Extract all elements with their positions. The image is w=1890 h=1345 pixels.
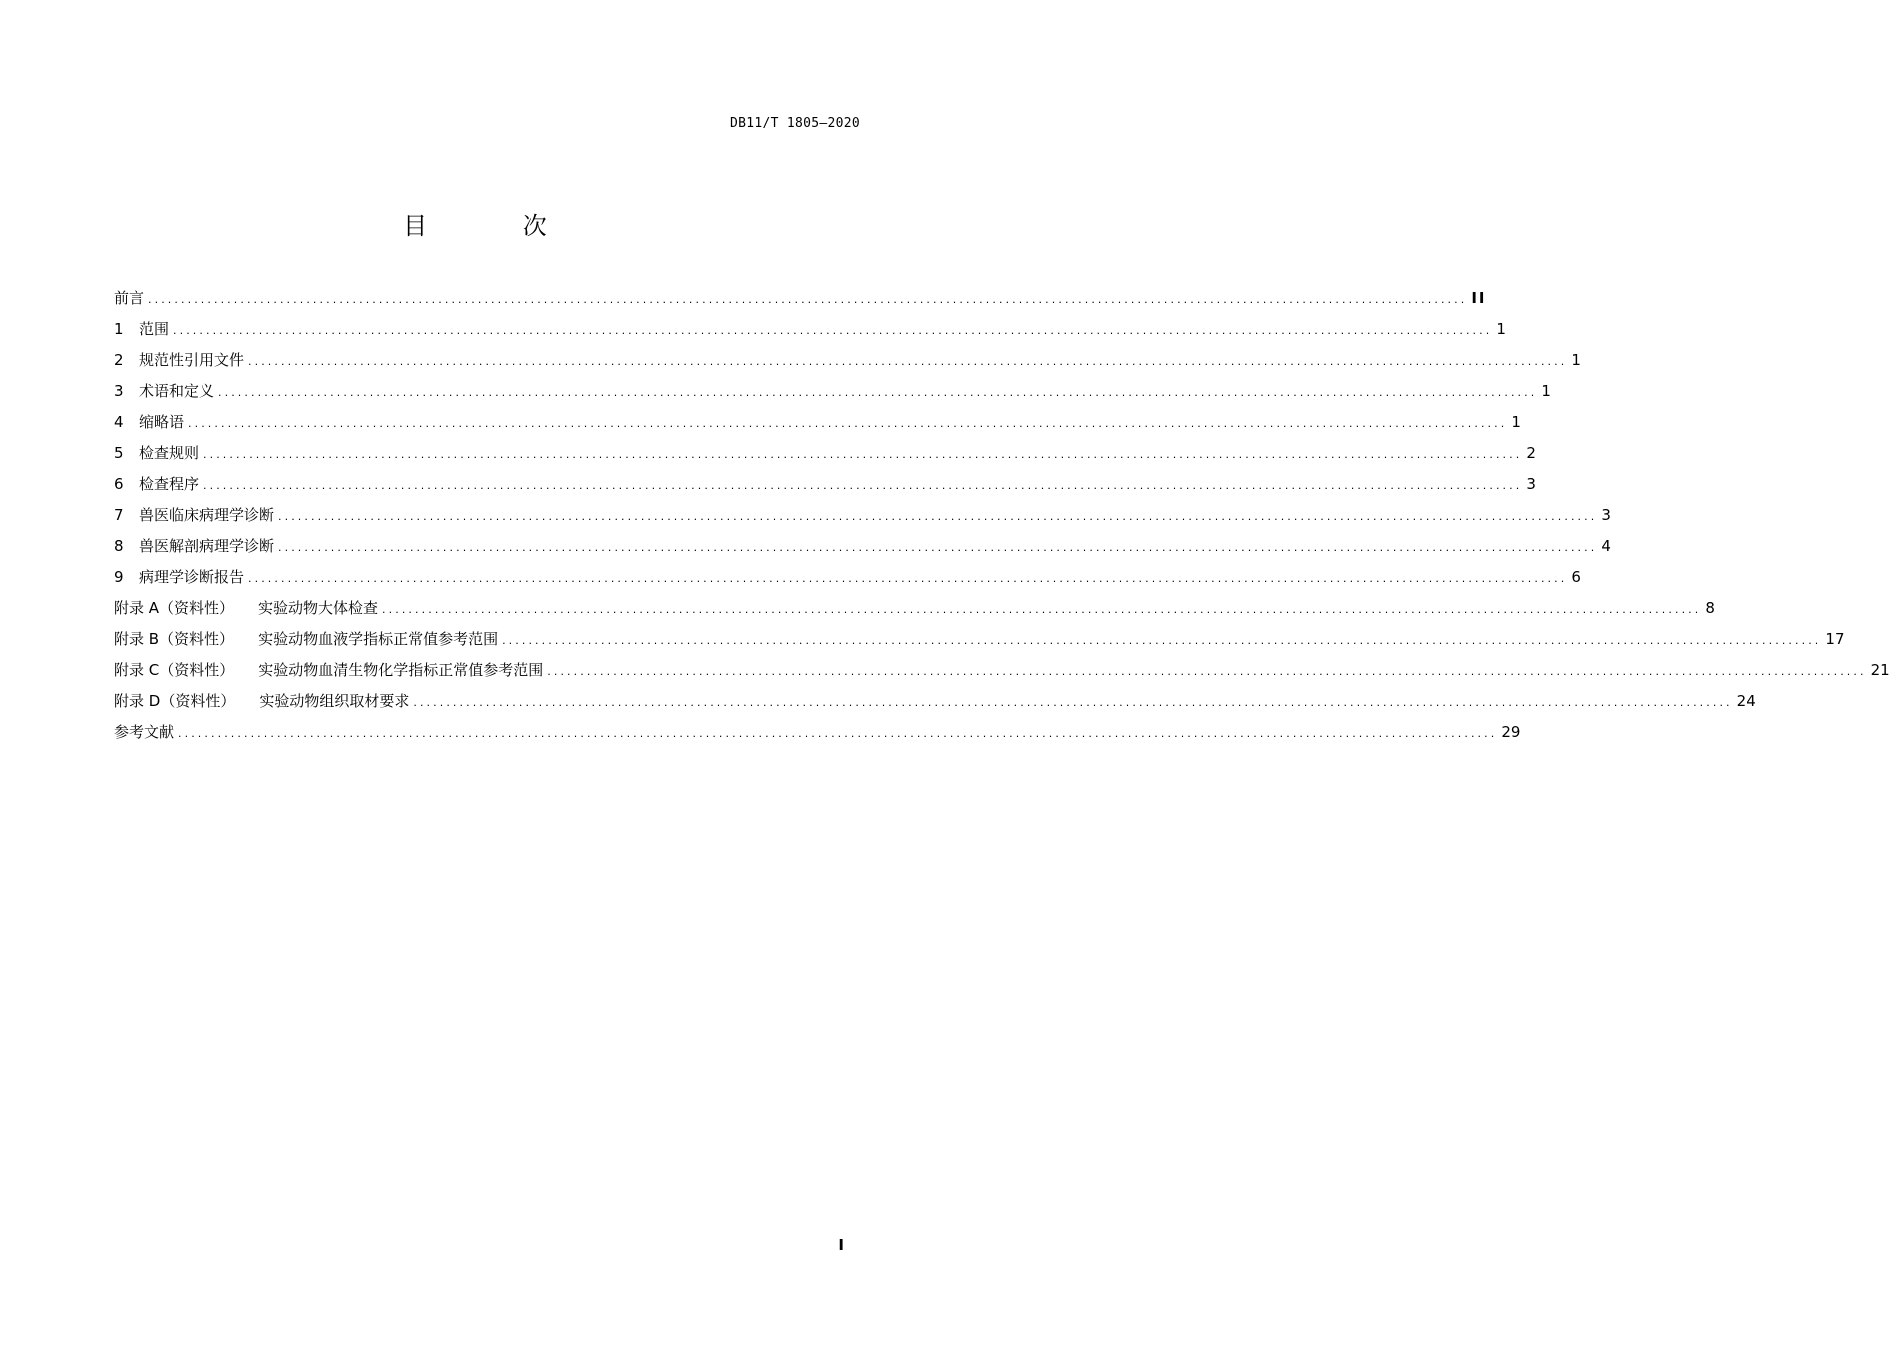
toc-dot-leader: ........................................................................................................................................................................................................ xyxy=(278,510,1598,523)
toc-dot-leader: ........................................................................................................................................................................................................ xyxy=(502,634,1822,647)
toc-dot-leader: ........................................................................................................................................................................................................ xyxy=(547,665,1867,678)
toc-entry-appendix-label: 附录 C（资料性） xyxy=(114,661,235,679)
toc-entry-title: 术语和定义 xyxy=(139,382,215,400)
toc-entry-title: 缩略语 xyxy=(139,413,185,431)
toc-entry-title: 兽医解剖病理学诊断 xyxy=(139,537,275,555)
toc-entry[interactable] xyxy=(114,628,1845,659)
toc-entry[interactable] xyxy=(114,504,1611,535)
toc-entry-page: 1 xyxy=(1496,320,1506,338)
toc-entry-page: 1 xyxy=(1541,382,1551,400)
toc-entry[interactable] xyxy=(114,287,1487,318)
toc-entry-title: 实验动物血液学指标正常值参考范围 xyxy=(258,630,499,648)
toc-entry-page: 24 xyxy=(1736,692,1756,710)
toc-entry-number: 6 xyxy=(114,475,124,493)
toc-dot-leader: ........................................................................................................................................................................................................ xyxy=(203,448,1523,461)
toc-entry-page: 3 xyxy=(1526,475,1536,493)
toc-entry[interactable] xyxy=(114,721,1521,752)
toc-entry-number: 2 xyxy=(114,351,124,369)
toc-dot-leader: ........................................................................................................................................................................................................ xyxy=(173,324,1493,337)
toc-entry[interactable] xyxy=(114,535,1611,566)
toc-entry-title: 检查规则 xyxy=(139,444,200,462)
toc-entry[interactable] xyxy=(114,318,1506,349)
document-code: DB11/T 1805—2020 xyxy=(729,116,860,131)
toc-entry-page: 29 xyxy=(1501,723,1521,741)
toc-entry[interactable] xyxy=(114,411,1521,442)
toc-entry-title: 实验动物血清生物化学指标正常值参考范围 xyxy=(258,661,544,679)
toc-entry[interactable] xyxy=(114,566,1581,597)
toc-entry-page: 6 xyxy=(1571,568,1581,586)
toc-dot-leader: ........................................................................................................................................................................................................ xyxy=(413,696,1733,709)
toc-dot-leader: ........................................................................................................................................................................................................ xyxy=(248,572,1568,585)
table-of-contents xyxy=(114,287,1890,752)
toc-entry-number: 7 xyxy=(114,506,124,524)
toc-entry-number: 1 xyxy=(114,320,124,338)
toc-entry-title: 规范性引用文件 xyxy=(139,351,245,369)
toc-entry-number: 9 xyxy=(114,568,124,586)
toc-entry-title: 参考文献 xyxy=(114,723,175,741)
toc-dot-leader: ........................................................................................................................................................................................................ xyxy=(148,293,1468,306)
page-number: I xyxy=(838,1236,844,1254)
toc-entry-page: 21 xyxy=(1870,661,1890,679)
toc-entry-appendix-label: 附录 A（资料性） xyxy=(114,599,235,617)
toc-entry-title: 兽医临床病理学诊断 xyxy=(139,506,275,524)
toc-entry-appendix-label: 附录 D（资料性） xyxy=(114,692,236,710)
toc-entry-title: 病理学诊断报告 xyxy=(139,568,245,586)
toc-dot-leader: ........................................................................................................................................................................................................ xyxy=(218,386,1538,399)
toc-entry-number: 8 xyxy=(114,537,124,555)
toc-entry-number: 4 xyxy=(114,413,124,431)
toc-dot-leader: ........................................................................................................................................................................................................ xyxy=(188,417,1508,430)
toc-entry-page: 17 xyxy=(1825,630,1845,648)
toc-entry-page: 8 xyxy=(1705,599,1715,617)
toc-entry[interactable] xyxy=(114,597,1715,628)
toc-entry[interactable] xyxy=(114,442,1536,473)
toc-dot-leader: ........................................................................................................................................................................................................ xyxy=(203,479,1523,492)
toc-entry[interactable] xyxy=(114,349,1581,380)
toc-entry-title: 实验动物大体检查 xyxy=(258,599,379,617)
toc-dot-leader: ........................................................................................................................................................................................................ xyxy=(178,727,1498,740)
toc-entry-title: 检查程序 xyxy=(139,475,200,493)
toc-entry[interactable] xyxy=(114,659,1890,690)
toc-entry[interactable] xyxy=(114,473,1536,504)
toc-entry-page: II xyxy=(1471,289,1487,307)
toc-entry-page: 1 xyxy=(1571,351,1581,369)
toc-entry-page: 1 xyxy=(1511,413,1521,431)
toc-dot-leader: ........................................................................................................................................................................................................ xyxy=(278,541,1598,554)
toc-entry[interactable] xyxy=(114,690,1756,721)
toc-dot-leader: ........................................................................................................................................................................................................ xyxy=(248,355,1568,368)
toc-entry-title: 范围 xyxy=(139,320,170,338)
toc-entry-page: 3 xyxy=(1601,506,1611,524)
toc-entry-number: 5 xyxy=(114,444,124,462)
toc-entry-title: 前言 xyxy=(114,289,145,307)
toc-entry-page: 4 xyxy=(1601,537,1611,555)
toc-entry[interactable] xyxy=(114,380,1551,411)
toc-entry-number: 3 xyxy=(114,382,124,400)
toc-entry-page: 2 xyxy=(1526,444,1536,462)
toc-entry-title: 实验动物组织取材要求 xyxy=(259,692,410,710)
page-title: 目 次 xyxy=(403,212,591,240)
toc-dot-leader: ........................................................................................................................................................................................................ xyxy=(382,603,1702,616)
toc-entry-appendix-label: 附录 B（资料性） xyxy=(114,630,235,648)
